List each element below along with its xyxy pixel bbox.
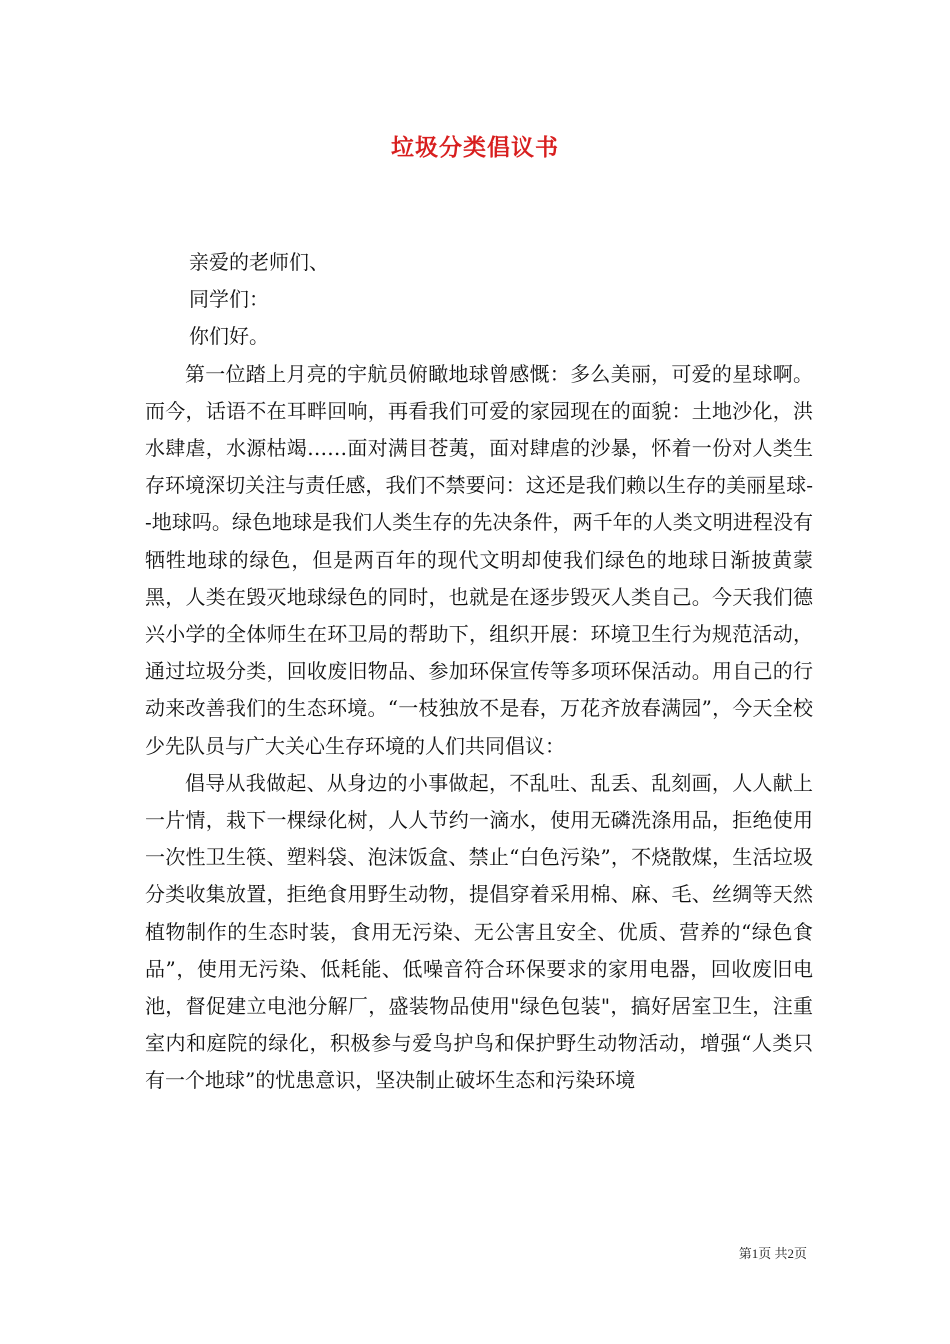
document-body <box>145 244 813 1100</box>
footer-total-pages: 2 <box>787 1246 794 1261</box>
document-title: 垃圾分类倡议书 <box>391 134 559 161</box>
greeting-line: 同学们： <box>189 287 269 312</box>
greeting-line: 你们好。 <box>189 324 269 349</box>
body-paragraph: 第一位踏上月亮的宇航员俯瞰地球曾感慨：多么美丽，可爱的星球啊。而今，话语不在耳畔回响，再看我们可爱的家园现在的面貌：土地沙化，洪水肆虐，水源枯竭……面对满目苍荑，面对肆虐的沙暴，怀着一份对人类生存环境深切关注与责任感，我们不禁要问：这还是我们赖以生存的美丽星球--地球吗。绿色地球是我们人类生存的先决条件，两千年的人类文明进程没有牺牲地球的绿色，但是两百年的现代文明却使我们绿色的地球日渐披黄蒙黑，人类在毁灭地球绿色的同时，也就是在逐步毁灭人类自己。今天我们德兴小学的全体师生在环卫局的帮助下，组织开展：环境卫生行为规范活动，通过垃圾分类，回收废旧物品、参加环保宣传等多项环保活动。用自己的行动来改善我们的生态环境。“一枝独放不是春，万花齐放春满园”，今天全校少先队员与广大关心生存环境的人们共同倡议： <box>145 361 813 758</box>
footer-middle: 页 共 <box>758 1246 788 1261</box>
footer-prefix: 第 <box>738 1246 752 1261</box>
footer-current-page: 1 <box>751 1246 759 1261</box>
greeting-line: 亲爱的老师们、 <box>189 250 329 274</box>
page-number-footer <box>739 1245 807 1264</box>
footer-suffix: 页 <box>793 1246 807 1261</box>
body-paragraph: 倡导从我做起、从身边的小事做起，不乱吐、乱丢、乱刻画，人人献上一片情，栽下一棵绿化树，人人节约一滴水，使用无磷洗涤用品，拒绝使用一次性卫生筷、塑料袋、泡沫饭盒、禁止“白色污染”，不烧散煤，生活垃圾分类收集放置，拒绝食用野生动物，提倡穿着采用棉、麻、毛、丝绸等天然植物制作的生态时装，食用无污染、无公害且安全、优质、营养的“绿色食品”，使用无污染、低耗能、低噪音符合环保要求的家用电器，回收废旧电池，督促建立电池分解厂，盛装物品使用"绿色包装"，搞好居室卫生，注重室内和庭院的绿化，积极参与爱鸟护鸟和保护野生动物活动，增强“人类只有一个地球”的忧患意识，坚决制止破坏生态和污染环境 <box>145 770 813 1093</box>
